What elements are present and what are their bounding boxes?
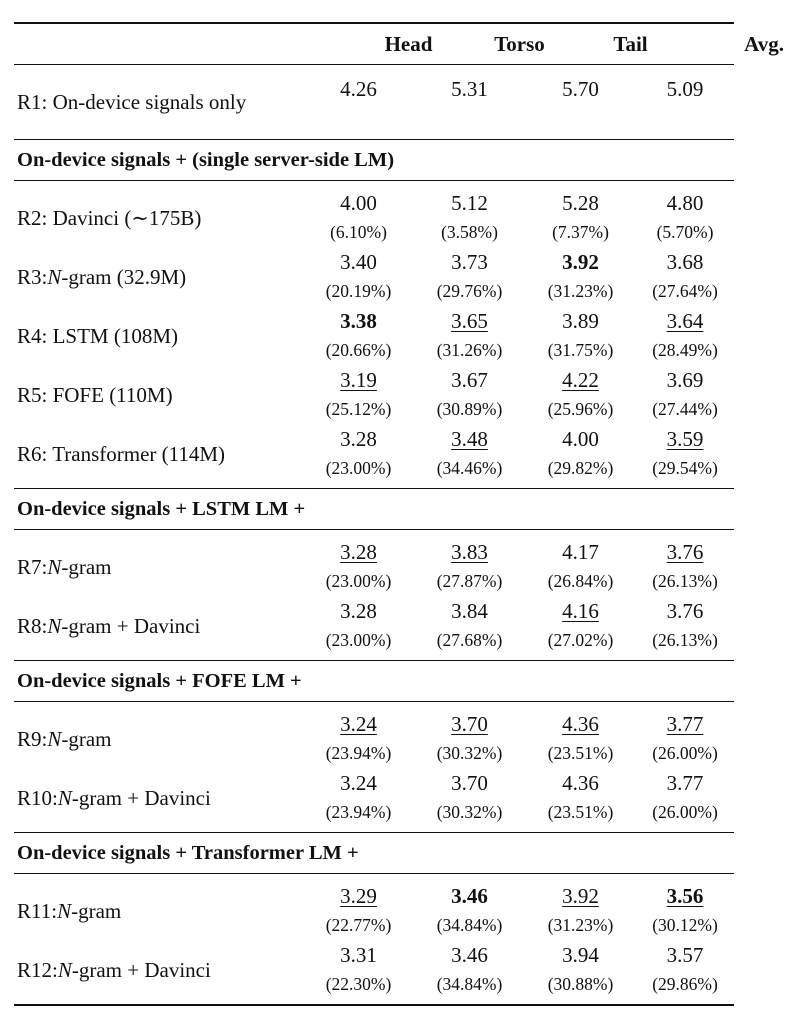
cell-percentage: (23.94%) — [325, 743, 392, 763]
table-row — [14, 769, 734, 828]
cell-value: 3.77 — [666, 771, 704, 795]
cell-percentage: (31.26%) — [436, 340, 503, 360]
table-cell — [636, 248, 734, 307]
cell-value: 3.70 — [451, 712, 488, 736]
table-cell — [525, 710, 636, 769]
section-title: On-device signals + Transformer LM + — [17, 841, 359, 864]
cell-value: 3.40 — [340, 250, 377, 274]
cell-value: 3.73 — [451, 250, 488, 274]
section-title: On-device signals + LSTM LM + — [17, 497, 306, 520]
cell-value: 3.46 — [451, 884, 488, 908]
cell-percentage: (29.86%) — [652, 974, 718, 994]
results-table — [14, 22, 784, 1006]
cell-value: 5.12 — [451, 191, 488, 215]
table-cell — [414, 307, 525, 366]
section-header — [14, 140, 734, 180]
cell-value: 3.89 — [562, 309, 599, 333]
table-row — [14, 597, 734, 656]
cell-percentage: (30.88%) — [547, 974, 614, 994]
cell-value: 4.80 — [666, 191, 704, 215]
cell-value: 5.28 — [562, 191, 599, 215]
table-cell — [303, 248, 414, 307]
table-row-r1 — [14, 65, 734, 139]
cell-percentage: (23.00%) — [325, 630, 392, 650]
table-cell — [414, 769, 525, 828]
table-cell — [636, 597, 734, 656]
table-cell — [525, 189, 636, 248]
cell-percentage: (30.89%) — [436, 399, 503, 419]
table-cell — [303, 538, 414, 597]
table-cell — [303, 189, 414, 248]
cell-percentage: (3.58%) — [441, 222, 498, 242]
table-cell — [525, 597, 636, 656]
cell-percentage: (23.94%) — [325, 802, 392, 822]
section-header — [14, 661, 734, 701]
table-row — [14, 710, 734, 769]
table-cell — [525, 941, 636, 1000]
cell-value: 3.92 — [562, 250, 599, 274]
cell-percentage: (27.87%) — [436, 571, 503, 591]
cell-value: 5.09 — [666, 77, 704, 101]
cell-value: 3.67 — [451, 368, 488, 392]
cell-value: 3.28 — [340, 427, 377, 451]
table-cell — [303, 366, 414, 425]
cell-percentage: (27.68%) — [436, 630, 503, 650]
cell-percentage: (34.46%) — [436, 458, 503, 478]
table-cell — [636, 425, 734, 484]
table-cell — [414, 538, 525, 597]
cell-percentage: (7.37%) — [552, 222, 609, 242]
table-cell — [414, 597, 525, 656]
cell-percentage: (5.70%) — [656, 222, 714, 242]
cell-value: 3.68 — [666, 250, 704, 274]
table-cell — [414, 366, 525, 425]
col-header-head: Head — [384, 31, 433, 56]
table-row — [14, 189, 734, 248]
table-cell — [303, 882, 414, 941]
table-cell — [525, 248, 636, 307]
cell-percentage: (22.30%) — [325, 974, 392, 994]
row-label: R9: N -gram — [17, 727, 112, 751]
table-cell — [414, 189, 525, 248]
cell-value: 4.36 — [562, 771, 599, 795]
cell-value: 4.16 — [562, 599, 599, 623]
table-cell — [525, 366, 636, 425]
cell-percentage: (26.13%) — [652, 571, 718, 591]
cell-percentage: (23.00%) — [325, 458, 392, 478]
table-row — [14, 248, 734, 307]
cell-value: 3.57 — [666, 943, 704, 967]
cell-value: 4.26 — [340, 77, 377, 101]
table-row — [14, 366, 734, 425]
cell-value: 3.70 — [451, 771, 488, 795]
table-cell — [414, 425, 525, 484]
table-cell — [303, 597, 414, 656]
table-cell — [303, 769, 414, 828]
cell-value: 4.17 — [562, 540, 599, 564]
row-label: R10: N -gram + Davinci — [17, 786, 211, 810]
table-cell — [525, 307, 636, 366]
cell-value: 3.76 — [666, 599, 704, 623]
cell-percentage: (22.77%) — [325, 915, 392, 935]
cell-percentage: (29.54%) — [652, 458, 718, 478]
cell-value: 3.28 — [340, 540, 377, 564]
cell-value: 3.94 — [562, 943, 599, 967]
cell-value: 4.00 — [340, 191, 377, 215]
cell-percentage: (26.13%) — [652, 630, 718, 650]
cell-percentage: (30.32%) — [436, 802, 503, 822]
table-cell — [414, 710, 525, 769]
cell-value: 3.76 — [666, 540, 704, 564]
row-label: R4: LSTM (108M) — [17, 324, 179, 348]
table-cell — [636, 307, 734, 366]
cell-percentage: (34.84%) — [436, 974, 503, 994]
row-label: R6: Transformer (114M) — [17, 442, 226, 466]
header-row — [14, 24, 784, 64]
table-cell — [303, 941, 414, 1000]
cell-percentage: (20.66%) — [325, 340, 392, 360]
cell-percentage: (25.96%) — [547, 399, 614, 419]
cell-percentage: (29.82%) — [547, 458, 614, 478]
cell-value: 3.24 — [340, 712, 377, 736]
cell-percentage: (31.23%) — [547, 281, 614, 301]
cell-value: 5.70 — [562, 77, 599, 101]
bottom-rule — [14, 1004, 734, 1006]
cell-percentage: (26.00%) — [652, 802, 718, 822]
row-label: R11: N -gram — [17, 899, 122, 923]
cell-percentage: (27.44%) — [652, 399, 718, 419]
table-cell — [636, 710, 734, 769]
cell-percentage: (23.00%) — [325, 571, 392, 591]
table-cell — [636, 882, 734, 941]
table-cell — [525, 538, 636, 597]
cell-percentage: (26.00%) — [652, 743, 718, 763]
cell-percentage: (27.64%) — [652, 281, 718, 301]
table-cell — [303, 307, 414, 366]
row-label: R8: N -gram + Davinci — [17, 614, 201, 638]
cell-percentage: (30.32%) — [436, 743, 503, 763]
table-row — [14, 307, 734, 366]
table-cell — [414, 248, 525, 307]
cell-value: 3.19 — [340, 368, 377, 392]
row-label: R2: Davinci (∼175B) — [17, 206, 202, 230]
cell-value: 3.64 — [666, 309, 704, 333]
table-row — [14, 425, 734, 484]
cell-value: 3.77 — [666, 712, 704, 736]
cell-percentage: (29.76%) — [436, 281, 503, 301]
table-row — [14, 941, 734, 1000]
section-title: On-device signals + (single server-side LM) — [17, 148, 395, 171]
col-header-avg: Avg. — [744, 31, 784, 56]
table-row — [14, 538, 734, 597]
cell-percentage: (20.19%) — [325, 281, 392, 301]
table-cell — [636, 366, 734, 425]
section-title: On-device signals + FOFE LM + — [17, 669, 302, 692]
table-sections — [14, 139, 734, 1004]
cell-percentage: (26.84%) — [547, 571, 614, 591]
cell-value: 4.22 — [562, 368, 599, 392]
table-cell — [525, 769, 636, 828]
table-cell — [414, 941, 525, 1000]
cell-value: 5.31 — [451, 77, 488, 101]
section-header — [14, 833, 734, 873]
col-header-torso: Torso — [494, 31, 545, 56]
col-header-tail: Tail — [613, 31, 648, 56]
cell-percentage: (27.02%) — [547, 630, 614, 650]
cell-percentage: (30.12%) — [652, 915, 718, 935]
cell-percentage: (31.75%) — [547, 340, 614, 360]
cell-percentage: (23.51%) — [547, 743, 614, 763]
row-label: R5: FOFE (110M) — [17, 383, 173, 407]
cell-value: 3.69 — [666, 368, 704, 392]
cell-percentage: (28.49%) — [652, 340, 718, 360]
table-cell — [636, 941, 734, 1000]
table-cell — [636, 189, 734, 248]
cell-percentage: (25.12%) — [325, 399, 392, 419]
cell-percentage: (6.10%) — [330, 222, 387, 242]
table-cell — [636, 538, 734, 597]
cell-value: 3.92 — [562, 884, 599, 908]
table-cell — [303, 425, 414, 484]
cell-value: 3.48 — [451, 427, 488, 451]
cell-value: 3.38 — [340, 309, 377, 333]
cell-percentage: (31.23%) — [547, 915, 614, 935]
table-cell — [525, 425, 636, 484]
row-label: R3: N -gram (32.9M) — [17, 265, 187, 289]
row-label: R7: N -gram — [17, 555, 112, 579]
table-cell — [525, 882, 636, 941]
cell-value: 3.24 — [340, 771, 377, 795]
row-label: R1: On-device signals only — [17, 89, 247, 114]
cell-percentage: (23.51%) — [547, 802, 614, 822]
cell-percentage: (34.84%) — [436, 915, 503, 935]
cell-value: 3.65 — [451, 309, 488, 333]
table-row — [14, 882, 734, 941]
cell-value: 3.56 — [666, 884, 704, 908]
cell-value: 3.59 — [666, 427, 704, 451]
table-cell — [414, 882, 525, 941]
cell-value: 3.31 — [340, 943, 377, 967]
table-cell — [303, 710, 414, 769]
row-label: R12: N -gram + Davinci — [17, 958, 211, 982]
cell-value: 4.36 — [562, 712, 599, 736]
cell-value: 3.84 — [451, 599, 488, 623]
cell-value: 3.28 — [340, 599, 377, 623]
cell-value: 3.29 — [340, 884, 377, 908]
table-cell — [636, 769, 734, 828]
cell-value: 3.83 — [451, 540, 488, 564]
cell-value: 4.00 — [562, 427, 599, 451]
cell-value: 3.46 — [451, 943, 488, 967]
section-header — [14, 489, 734, 529]
